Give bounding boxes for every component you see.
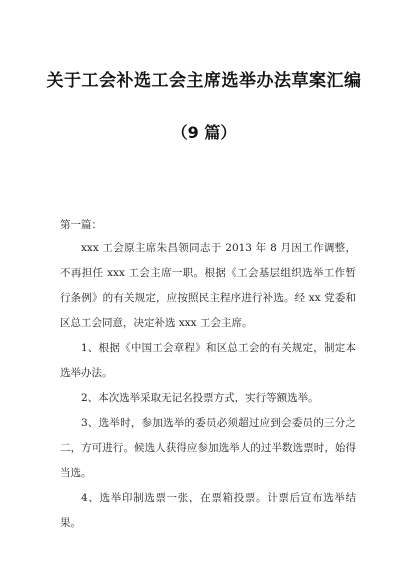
paragraph-intro: xxx 工会原主席朱昌领同志于 2013 年 8 月因工作调整，不再担任 xxx 工会主席一职。根据《工会基层组织选举工作暂行条例》的有关规定，应按照民主程序进行补选。经 xx 党委和区总工会同意，决定补选 xxx 工会主席。 — [60, 242, 356, 329]
document-title: 关于工会补选工会主席选举办法草案汇编 — [46, 71, 362, 91]
document-body — [60, 236, 356, 536]
paragraph-item-4: 4、选举印制选票一张，在票箱投票。计票后宣布选举结果。 — [60, 492, 356, 529]
paragraph-item-3: 3、选举时，参加选举的委员必须超过应到会委员的三分之二，方可进行。候选人获得应参加选举人的过半数选票时，始得当选。 — [60, 417, 356, 479]
section-label: 第一篇： — [60, 219, 102, 231]
document-subtitle: （9 篇） — [171, 123, 237, 142]
paragraph-item-1: 1、根据《中国工会章程》和区总工会的有关规定，制定本选举办法。 — [60, 342, 356, 379]
paragraph-item-2: 2、本次选举采取无记名投票方式，实行等额选举。 — [81, 392, 319, 404]
